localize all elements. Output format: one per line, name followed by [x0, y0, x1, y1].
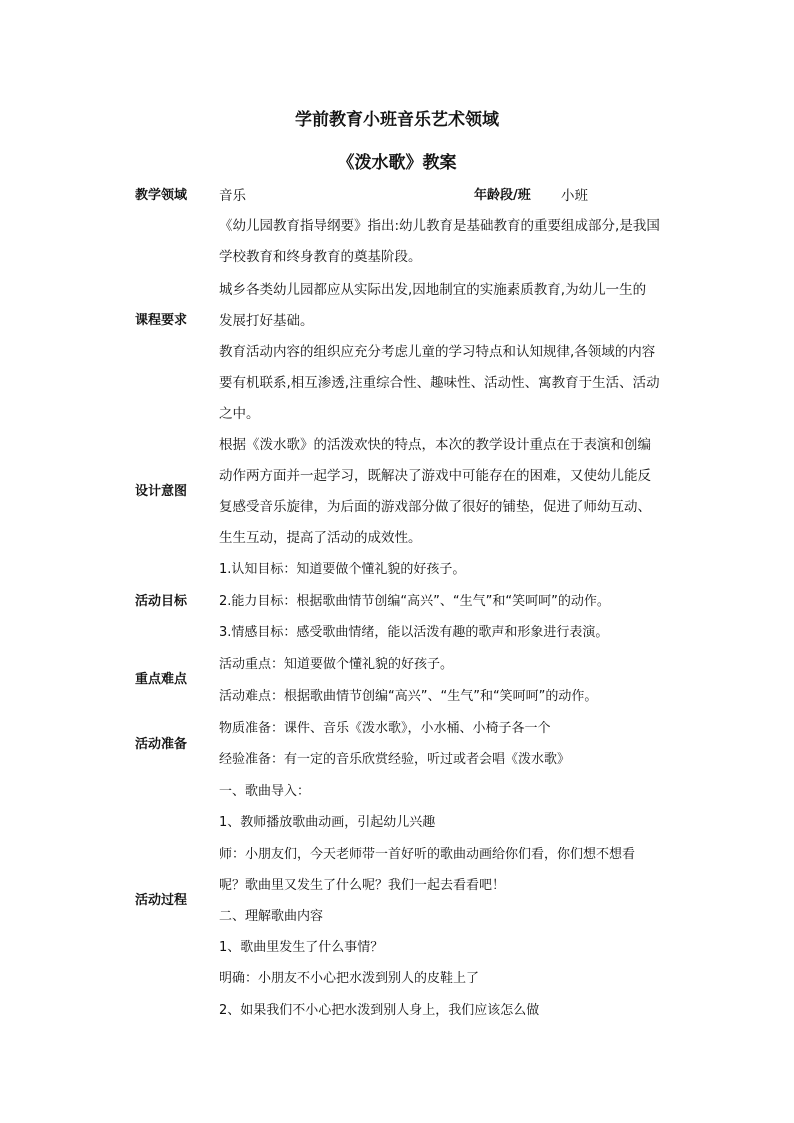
curriculum-line: 《幼儿园教育指导纲要》指出:幼儿教育是基础教育的重要组成部分,是我国: [219, 218, 660, 234]
grade-label: 年龄段/班: [474, 188, 531, 203]
curriculum-line: 教育活动内容的组织应充分考虑儿童的学习特点和认知规律,各领域的内容: [219, 344, 656, 360]
keypoints-line: 活动难点：根据歌曲情节创编“高兴”、“生气”和“笑呵呵”的动作。: [219, 689, 598, 704]
document-subtitle: 《泼水歌》教案: [337, 153, 457, 173]
keypoints-line: 活动重点：知道要做个懂礼貌的好孩子。: [219, 657, 454, 672]
design-label: 设计意图: [135, 484, 188, 499]
field-label: 教学领域: [135, 188, 188, 203]
process-line: 二、理解歌曲内容: [219, 909, 324, 924]
prep-label: 活动准备: [135, 737, 188, 752]
goals-line: 2.能力目标：根据歌曲情节创编“高兴”、“生气”和“笑呵呵”的动作。: [219, 594, 610, 609]
prep-line: 物质准备：课件、音乐《泼水歌》，小水桶、小椅子各一个: [219, 721, 551, 736]
design-line: 动作两方面并一起学习，既解决了游戏中可能存在的困难，又使幼儿能反: [219, 468, 651, 484]
grade-value: 小班: [561, 188, 588, 204]
curriculum-line: 之中。: [219, 406, 260, 422]
goals-label: 活动目标: [135, 594, 188, 609]
prep-line: 经验准备：有一定的音乐欣赏经验，听过或者会唱《泼水歌》: [219, 752, 571, 767]
process-label: 活动过程: [135, 893, 188, 908]
goals-line: 3.情感目标：感受歌曲情绪，能以活泼有趣的歌声和形象进行表演。: [219, 625, 609, 640]
curriculum-line: 要有机联系,相互渗透,注重综合性、趣味性、活动性、寓教育于生活、活动: [219, 375, 660, 391]
curriculum-label: 课程要求: [135, 313, 188, 328]
process-line: 1、教师播放歌曲动画，引起幼儿兴趣: [219, 815, 436, 830]
curriculum-line: 发展打好基础。: [219, 313, 314, 329]
curriculum-line: 城乡各类幼儿园都应从实际出发,因地制宜的实施素质教育,为幼儿一生的: [219, 282, 647, 298]
field-value: 音乐: [219, 188, 246, 204]
process-line: 师：小朋友们，今天老师带一首好听的歌曲动画给你们看，你们想不想看: [219, 847, 636, 862]
curriculum-line: 学校教育和终身教育的奠基阶段。: [219, 249, 422, 265]
process-line: 一、歌曲导入：: [219, 784, 311, 799]
design-line: 复感受音乐旋律，为后面的游戏部分做了很好的铺垫，促进了师幼互动、: [219, 499, 651, 515]
design-line: 根据《泼水歌》的活泼欢快的特点，本次的教学设计重点在于表演和创编: [219, 437, 651, 453]
process-line: 呢？歌曲里又发生了什么呢？我们一起去看看吧！: [219, 878, 506, 893]
goals-line: 1.认知目标：知道要做个懂礼貌的好孩子。: [219, 562, 466, 577]
process-line: 2、如果我们不小心把水泼到别人身上，我们应该怎么做: [219, 1003, 540, 1018]
process-line: 明确：小朋友不小心把水泼到别人的皮鞋上了: [219, 971, 480, 986]
keypoints-label: 重点难点: [135, 672, 188, 687]
design-line: 生生互动，提高了活动的成效性。: [219, 530, 422, 546]
document-title: 学前教育小班音乐艺术领域: [295, 110, 499, 130]
process-line: 1、歌曲里发生了什么事情？: [219, 940, 384, 955]
